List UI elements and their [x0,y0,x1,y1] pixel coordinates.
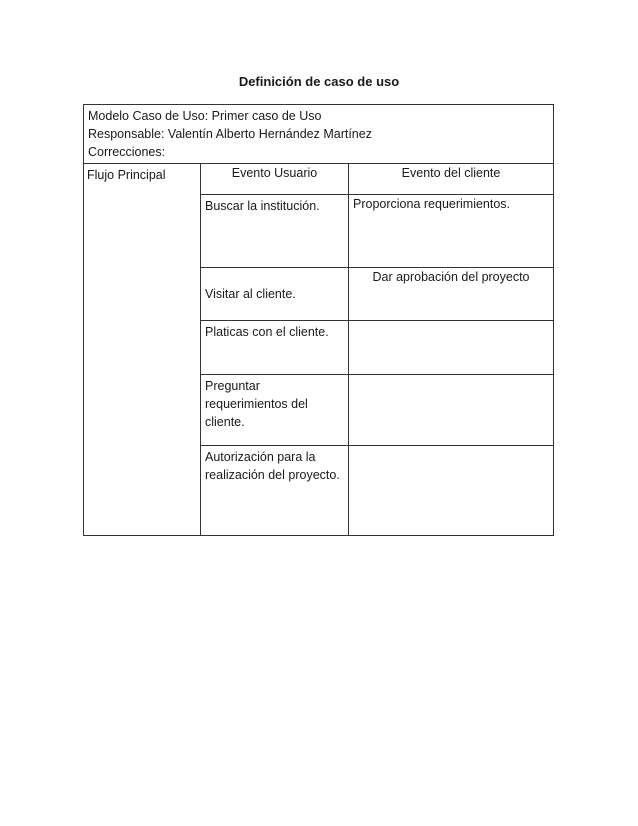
flujo-principal-label: Flujo Principal [87,168,166,182]
client-event-5 [349,446,554,536]
responsable-text: Responsable: Valentín Alberto Hernández Martínez [88,127,372,141]
user-event-5: Autorización para la realización del proyecto. [201,446,349,536]
user-event-3: Platicas con el cliente. [201,321,349,375]
flujo-principal-cell [84,164,201,536]
use-case-header [84,105,554,164]
page-title: Definición de caso de uso [238,74,400,89]
client-event-4 [349,375,554,446]
correcciones-text: Correcciones: [88,145,166,159]
use-case-table [83,104,554,536]
client-event-3 [349,321,554,375]
modelo-text: Modelo Caso de Uso: Primer caso de Uso [88,109,322,123]
user-event-4: Preguntar requerimientos del cliente. [201,375,349,446]
user-event-1: Buscar la institución. [201,195,349,268]
client-event-1: Proporciona requerimientos. [349,195,554,268]
col-header-cliente: Evento del cliente [349,164,554,195]
user-event-2: Visitar al cliente. [201,268,349,321]
col-header-usuario: Evento Usuario [201,164,349,195]
client-event-2: Dar aprobación del proyecto [349,268,554,321]
